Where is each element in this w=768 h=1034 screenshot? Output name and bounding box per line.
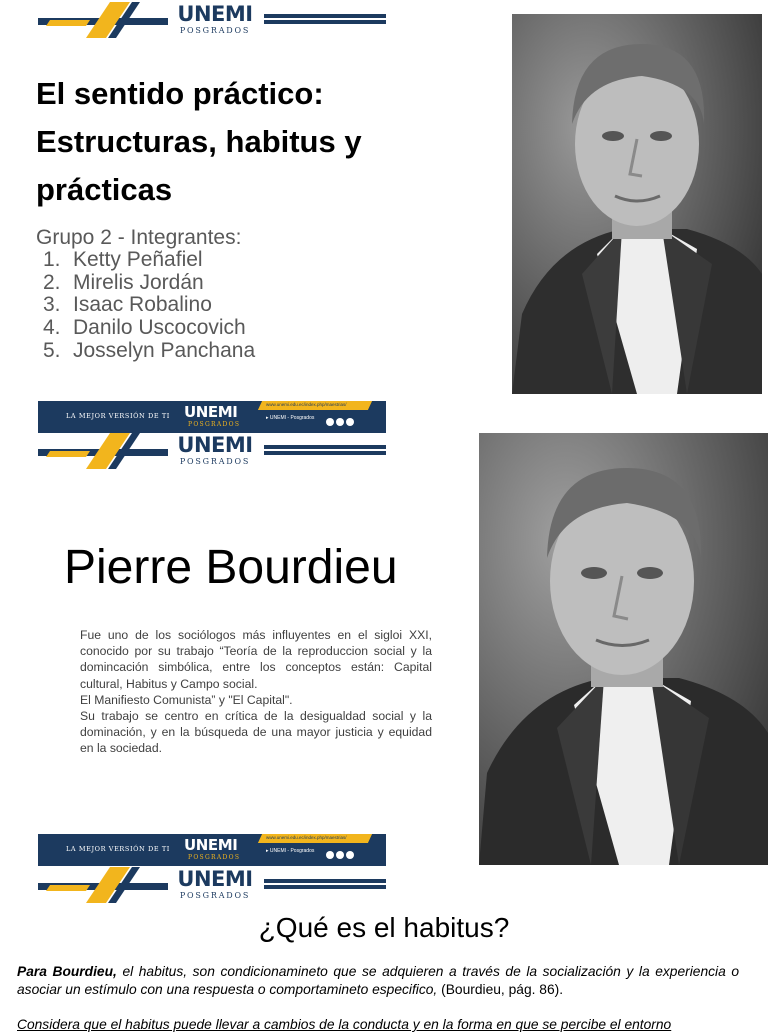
twitter-icon[interactable] xyxy=(346,418,354,426)
list-item: 1. Ketty Peñafiel xyxy=(43,248,203,271)
members-list xyxy=(43,249,255,363)
instagram-icon[interactable] xyxy=(336,418,344,426)
facebook-icon[interactable] xyxy=(326,851,334,859)
logo-bar-right xyxy=(264,14,386,24)
list-item: 3. Isaac Robalino xyxy=(43,293,212,317)
unemi-logo xyxy=(38,867,386,905)
portrait-icon xyxy=(512,14,762,394)
banner-social: ▸ UNEMI - Posgrados xyxy=(266,415,315,421)
bio-paragraph: El Manifiesto Comunista” y "El Capital". xyxy=(80,692,293,707)
banner-social: ▸ UNEMI - Posgrados xyxy=(266,848,315,854)
slide3-title: ¿Qué es el habitus? xyxy=(258,912,510,943)
logo-text xyxy=(169,433,261,467)
logo-sub: POSGRADOS xyxy=(179,891,251,900)
banner-name: UNEMI xyxy=(184,836,238,854)
unemi-logo xyxy=(38,2,386,40)
unemi-logo xyxy=(38,433,386,471)
logo-bar-right xyxy=(264,879,386,889)
bio-paragraph: Su trabajo se centro en crítica de la desigualdad social y la dominación, y en la búsqueda de una mayor justicia y equidad en la sociedad. xyxy=(80,709,432,756)
habitus-paragraph-2: Considera que el habitus puede llevar a cambios de la conducta y en la forma en que se percibe el entorno xyxy=(17,1017,672,1032)
banner-url[interactable]: www.unemi.edu.ec/index.php/maestrias/ xyxy=(266,402,347,407)
group-label: Grupo 2 - Integrantes: xyxy=(36,226,242,249)
facebook-icon[interactable] xyxy=(326,418,334,426)
logo-text xyxy=(169,2,261,36)
citation: (Bourdieu, pág. 86). xyxy=(437,982,564,997)
slide1-title: El sentido práctico: Estructuras, habitus y prácticas xyxy=(36,76,362,207)
twitter-icon[interactable] xyxy=(346,851,354,859)
logo-name: UNEMI xyxy=(177,2,253,26)
logo-swoosh-icon xyxy=(46,867,164,903)
banner-name: UNEMI xyxy=(184,403,238,421)
instagram-icon[interactable] xyxy=(336,851,344,859)
logo-sub: POSGRADOS xyxy=(179,26,251,35)
logo-name: UNEMI xyxy=(177,433,253,457)
banner-tagline: LA MEJOR VERSIÓN DE TI xyxy=(66,412,170,420)
banner-url[interactable]: www.unemi.edu.ec/index.php/maestrias/ xyxy=(266,835,347,840)
portrait-photo xyxy=(479,433,768,865)
logo-swoosh-icon xyxy=(46,433,164,469)
logo-bar-right xyxy=(264,445,386,455)
unemi-banner xyxy=(38,401,386,433)
logo-text xyxy=(169,867,261,901)
banner-sub: POSGRADOS xyxy=(188,421,241,428)
list-item: 4. Danilo Uscocovich xyxy=(43,316,246,340)
social-icons[interactable] xyxy=(326,413,356,431)
banner-sub: POSGRADOS xyxy=(188,854,241,861)
lead-text: Para Bourdieu, xyxy=(17,964,117,979)
body-text: el habitus, son condicionamineto que se adquieren a través de la socialización y la experiencia o asociar un estímulo con una respuesta o comportamineto especifico, xyxy=(17,964,739,997)
logo-swoosh-icon xyxy=(46,2,164,38)
portrait-icon xyxy=(479,433,768,865)
bio-text xyxy=(80,627,432,757)
unemi-banner xyxy=(38,834,386,866)
social-icons[interactable] xyxy=(326,846,356,864)
banner-tagline: LA MEJOR VERSIÓN DE TI xyxy=(66,845,170,853)
habitus-paragraph xyxy=(17,963,739,999)
slide2-title: Pierre Bourdieu xyxy=(64,541,398,594)
portrait-photo xyxy=(512,14,762,394)
list-item: 5. Josselyn Panchana xyxy=(43,338,256,362)
logo-name: UNEMI xyxy=(177,867,253,891)
list-item: 2. Mirelis Jordán xyxy=(43,270,204,294)
bio-paragraph: Fue uno de los sociólogos más influyentes en el sigloi XXI, conocido por su trabajo “Teoría de la reproduccion social y la domincación simbólica, entre los conceptos están: Capital cultural, Habitus y Campo social. xyxy=(80,628,432,691)
logo-sub: POSGRADOS xyxy=(179,457,251,466)
